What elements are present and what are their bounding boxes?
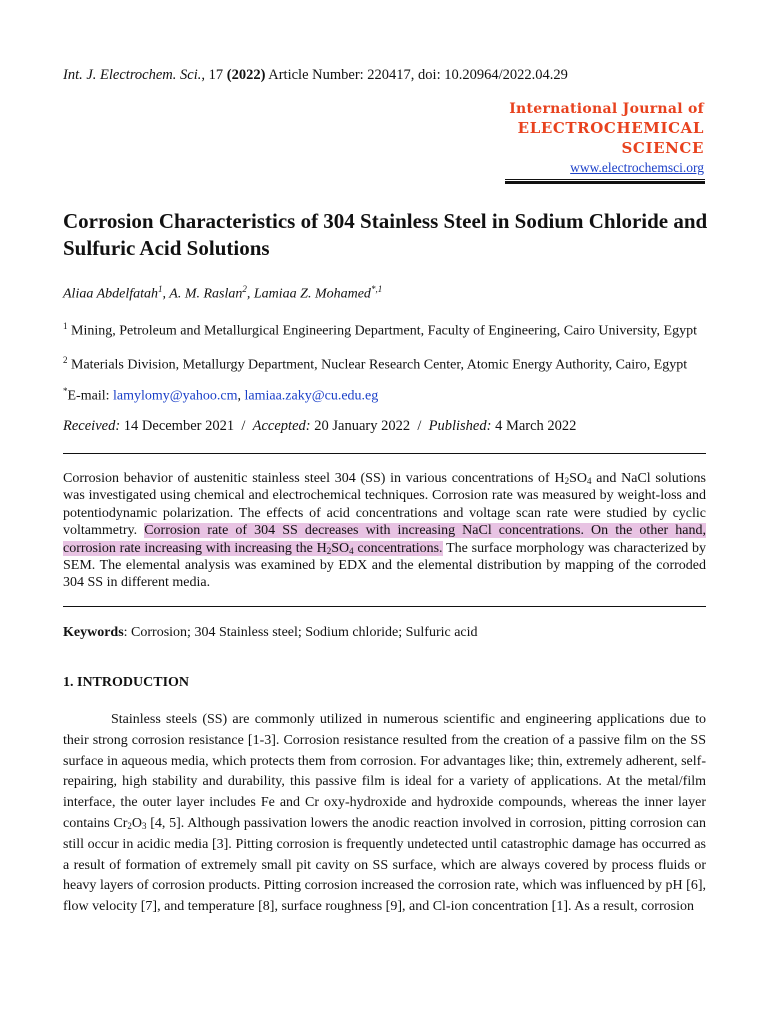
keywords-label: Keywords <box>63 625 124 640</box>
accepted-label: Accepted: <box>252 418 311 434</box>
abstract-text: The surface morphology was characterized by SEM. The elemental analysis was examined by EDX and the elemental distribution by mapping of the corroded 304 SS in different media. <box>63 540 706 591</box>
email-link-2[interactable]: lamiaa.zaky@cu.edu.eg <box>244 388 379 404</box>
journal-logo-line3: SCIENCE <box>621 139 704 157</box>
abstract-text: concentrations. <box>353 540 443 556</box>
abstract <box>63 470 706 592</box>
abstract-text: SO <box>569 471 587 486</box>
subscript: 4 <box>349 545 354 556</box>
subscript: 2 <box>564 476 570 486</box>
accepted-date: 20 January 2022 <box>314 418 411 434</box>
author-affil-mark: 2 <box>242 284 247 294</box>
subscript: 3 <box>142 820 147 831</box>
author-list: Aliaa Abdelfatah$^1$, A. M. Raslan$^2$, Lamiaa Z. Mohamed$^{*,1}$ <box>63 284 383 302</box>
subscript: 2 <box>127 820 132 831</box>
affil-text: Mining, Petroleum and Metallurgical Engineering Department, Faculty of Engineering, Cairo University, Egypt <box>71 323 697 339</box>
received-date: 14 December 2021 <box>123 418 235 434</box>
journal-logo-line2: ELECTROCHEMICAL <box>517 119 704 137</box>
affil-mark: 2 <box>63 355 68 365</box>
author-name: A. M. Raslan <box>169 286 243 302</box>
journal-logo-line1: International Journal of <box>509 101 704 117</box>
section-heading: 1. INTRODUCTION <box>63 675 190 690</box>
citation-line <box>63 67 568 84</box>
publication-dates: Received: 14 December 2021 / Accepted: 20 January 2022 / Published: 4 March 2022 <box>63 418 577 434</box>
article-info: Article Number: 220417, doi: 10.20964/2022.04.29 <box>268 67 568 83</box>
intro-paragraph <box>63 710 706 918</box>
abstract-rule-bottom <box>63 606 706 607</box>
author-affil-mark: *,1 <box>370 284 383 294</box>
affil-mark: 1 <box>63 321 68 331</box>
header-rule-thin <box>505 179 705 180</box>
intro-text: [4, 5]. Although passivation lowers the anodic reaction involved in corrosion, pitting corrosion can still occur in acidic media [3]. Pitting corrosion is frequently undetected until catastrophic damage has occurred as a result of formation of extremely small pit cavity on SS surface, which are always covered by process fluids or heavy layers of corrosion products. Pitting corrosion increased the corrosion rate, which was influenced by pH [6], flow velocity [7], and temperature [8], surface roughness [9], and Cl-ion concentration [1]. As a result, corrosion <box>63 815 707 915</box>
affil-text: Materials Division, Metallurgy Department, Nuclear Research Center, Atomic Energy Authority, Cairo, Egypt <box>71 357 688 373</box>
published-date: 4 March 2022 <box>495 418 577 434</box>
abstract-text: SO <box>331 540 350 556</box>
email-line: *E-mail: lamylomy@yahoo.cm, lamiaa.zaky@cu.edu.eg <box>63 386 379 404</box>
header-rule-thick <box>505 181 705 184</box>
published-label: Published: <box>428 418 492 434</box>
keywords <box>63 625 478 641</box>
affiliation-2 <box>63 352 713 374</box>
keywords-text: : Corrosion; 304 Stainless steel; Sodium chloride; Sulfuric acid <box>123 625 478 640</box>
email-label: E-mail: <box>67 388 113 404</box>
paper-title: Corrosion Characteristics of 304 Stainless Steel in Sodium Chloride and Sulfuric Acid Solutions <box>63 209 708 260</box>
affiliation-1 <box>63 318 713 340</box>
author-affil-mark: 1 <box>158 284 163 294</box>
subscript: 4 <box>586 476 592 486</box>
author-name: Lamiaa Z. Mohamed <box>253 286 371 302</box>
journal-url-link[interactable]: www.electrochemsci.org <box>570 160 704 175</box>
abstract-text: On the other hand, corrosion rate increasing with increasing the H <box>63 523 706 556</box>
received-label: Received: <box>63 418 121 434</box>
journal-logo <box>509 100 704 177</box>
abstract-text: Corrosion behavior of austenitic stainless steel 304 (SS) in various concentrations of H <box>63 471 565 486</box>
email-link-1[interactable]: lamylomy@yahoo.cm <box>113 388 238 404</box>
author-name: Aliaa Abdelfatah <box>63 286 159 302</box>
abstract-rule-top <box>63 453 706 454</box>
journal-abbrev: Int. J. Electrochem. Sci., <box>63 67 205 83</box>
volume: 17 <box>208 67 224 83</box>
subscript: 2 <box>326 545 332 556</box>
corresponding-mark: * <box>63 386 68 396</box>
highlighted-text[interactable]: Corrosion rate of 304 SS decreases with increasing NaCl concentrations. <box>144 523 584 539</box>
year: (2022) <box>226 67 266 83</box>
intro-text: Stainless steels (SS) are commonly utilized in numerous scientific and engineering applications due to their strong corrosion resistance [1-3]. Corrosion resistance resulted from the creation of a passive film on the SS surface in aqueous media, which protects them from corrosion. For advantages like; thin, extremely adherent, self-repairing, high stability and durability, this passive film is ideal for a variety of applications. At the metal/film interface, the outer layer includes Fe and Cr oxy-hydroxide and hydroxide compounds, whereas the inner layer contains Cr <box>63 712 706 831</box>
abstract-text: and NaCl solutions was investigated using chemical and electrochemical techniques. Corrosion rate was measured by weight-loss and potentiodynamic polarization. The effects of acid concentrations and voltage scan rate were studied by cyclic voltammetry. <box>63 471 706 539</box>
intro-text: O <box>131 815 143 831</box>
